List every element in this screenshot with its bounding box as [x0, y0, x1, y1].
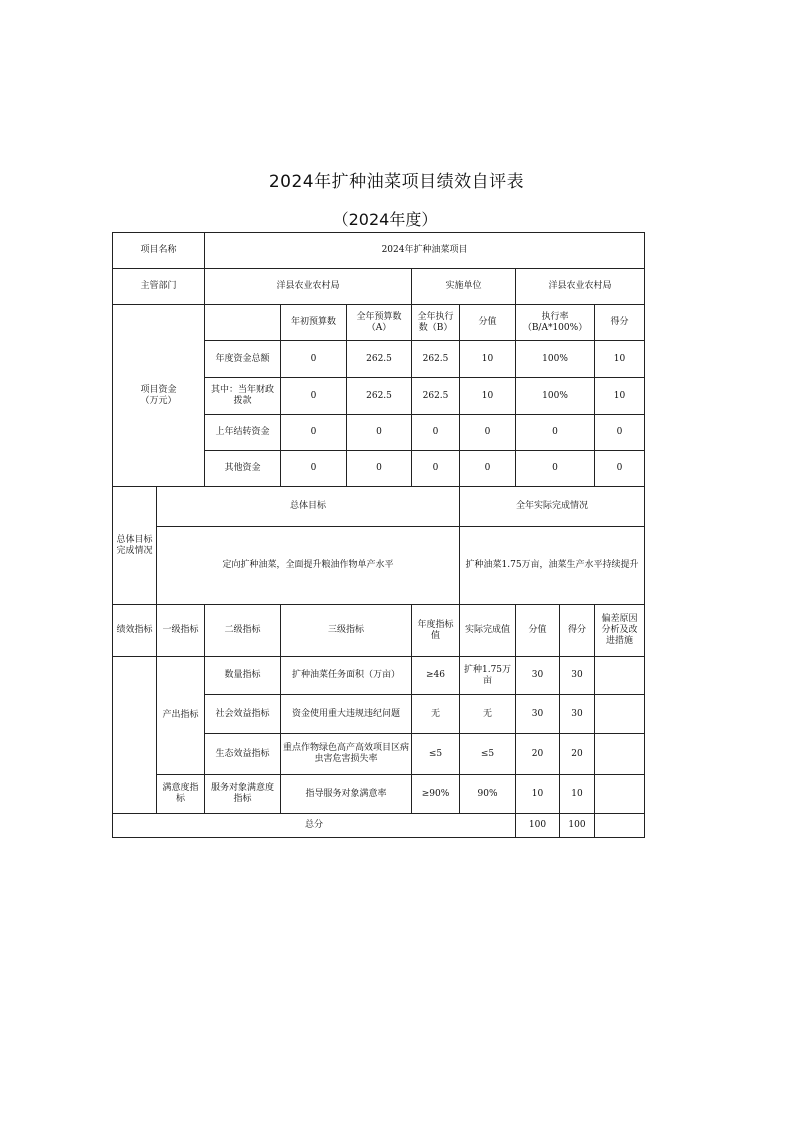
page-subtitle: （2024年度） [332, 210, 438, 229]
goals-target-header: 总体目标 [157, 487, 460, 527]
funds-cell: 0 [281, 451, 347, 487]
indicator-level2: 生态效益指标 [205, 734, 281, 775]
funds-header: 年初预算数 [281, 305, 347, 341]
funds-header: 分值 [460, 305, 516, 341]
funds-cell: 0 [460, 415, 516, 451]
satisfaction-indicator-label: 满意度指 标 [157, 775, 205, 814]
indicator-level2: 数量指标 [205, 657, 281, 695]
funds-cell: 0 [281, 415, 347, 451]
goals-content-row [113, 527, 645, 605]
indicator-actual: ≤5 [460, 734, 516, 775]
indicator-row [113, 657, 645, 695]
indicator-score: 20 [560, 734, 595, 775]
project-name-row [113, 233, 645, 269]
funds-cell: 262.5 [412, 378, 460, 415]
funds-row-label: 年度资金总额 [205, 341, 281, 378]
goals-target-text: 定向扩种油菜，全面提升粮油作物单产水平 [157, 527, 460, 605]
total-score: 100 [560, 814, 595, 838]
funds-cell: 262.5 [347, 378, 412, 415]
indicator-row [113, 775, 645, 814]
goals-header-row [113, 487, 645, 527]
output-indicator-label: 产出指标 [157, 657, 205, 775]
funds-header: 全年预算数 （A） [347, 305, 412, 341]
funds-cell: 0 [460, 451, 516, 487]
indicator-target: ≤5 [412, 734, 460, 775]
implementing-unit-label: 实施单位 [412, 269, 516, 305]
funds-label: 项目资金 （万元） [113, 305, 205, 487]
indicator-header: 得分 [560, 605, 595, 657]
indicator-actual: 扩种1.75万 亩 [460, 657, 516, 695]
indicator-note [595, 657, 645, 695]
funds-cell: 262.5 [412, 341, 460, 378]
indicator-level2: 社会效益指标 [205, 695, 281, 734]
indicator-score-value: 20 [516, 734, 560, 775]
indicator-header: 二级指标 [205, 605, 281, 657]
funds-header: 得分 [595, 305, 645, 341]
indicator-header: 年度指标 值 [412, 605, 460, 657]
indicator-actual: 90% [460, 775, 516, 814]
total-score-value: 100 [516, 814, 560, 838]
funds-cell: 0 [595, 451, 645, 487]
indicator-target: 无 [412, 695, 460, 734]
funds-cell: 0 [347, 415, 412, 451]
funds-cell: 0 [281, 378, 347, 415]
indicator-note [595, 734, 645, 775]
indicator-blank [113, 657, 157, 814]
indicator-header: 三级指标 [281, 605, 412, 657]
indicator-level3: 指导服务对象满意率 [281, 775, 412, 814]
funds-cell: 0 [595, 415, 645, 451]
funds-cell: 10 [460, 341, 516, 378]
total-blank [595, 814, 645, 838]
funds-cell: 100% [516, 378, 595, 415]
goals-actual-text: 扩种油菜1.75万亩，油菜生产水平持续提升 [460, 527, 645, 605]
project-name-label: 项目名称 [113, 233, 205, 269]
indicator-level2: 服务对象满意度 指标 [205, 775, 281, 814]
department-label: 主管部门 [113, 269, 205, 305]
indicator-target: ≥90% [412, 775, 460, 814]
indicators-header-row [113, 605, 645, 657]
indicator-level3: 重点作物绿色高产高效项目区病虫害危害损失率 [281, 734, 412, 775]
indicator-score-value: 30 [516, 695, 560, 734]
funds-cell: 0 [516, 451, 595, 487]
indicator-header: 一级指标 [157, 605, 205, 657]
indicator-header: 绩效指标 [113, 605, 157, 657]
funds-cell: 262.5 [347, 341, 412, 378]
indicator-target: ≥46 [412, 657, 460, 695]
indicator-score-value: 30 [516, 657, 560, 695]
funds-row-label: 其中：当年财政拨款 [205, 378, 281, 415]
goals-actual-header: 全年实际完成情况 [460, 487, 645, 527]
goals-label: 总体目标 完成情况 [113, 487, 157, 605]
department-row [113, 269, 645, 305]
indicator-score: 30 [560, 695, 595, 734]
funds-cell: 0 [347, 451, 412, 487]
indicator-note [595, 695, 645, 734]
funds-row-label: 上年结转资金 [205, 415, 281, 451]
indicator-score: 10 [560, 775, 595, 814]
department-value: 洋县农业农村局 [205, 269, 412, 305]
indicator-actual: 无 [460, 695, 516, 734]
evaluation-table [112, 232, 645, 838]
indicator-score-value: 10 [516, 775, 560, 814]
implementing-unit-value: 洋县农业农村局 [516, 269, 645, 305]
funds-header: 执行率 （B/A*100%） [516, 305, 595, 341]
funds-cell: 10 [595, 378, 645, 415]
funds-cell: 100% [516, 341, 595, 378]
funds-header: 全年执行 数（B） [412, 305, 460, 341]
total-row [113, 814, 645, 838]
indicator-header: 实际完成值 [460, 605, 516, 657]
funds-cell: 10 [460, 378, 516, 415]
funds-cell: 0 [281, 341, 347, 378]
indicator-header: 偏差原因 分析及改 进措施 [595, 605, 645, 657]
funds-cell: 0 [516, 415, 595, 451]
funds-cell: 0 [412, 415, 460, 451]
page-title: 2024年扩种油菜项目绩效自评表 [268, 172, 525, 192]
funds-cell: 10 [595, 341, 645, 378]
indicator-note [595, 775, 645, 814]
indicator-level3: 资金使用重大违规违纪问题 [281, 695, 412, 734]
project-name-value: 2024年扩种油菜项目 [205, 233, 645, 269]
funds-cell: 0 [412, 451, 460, 487]
funds-header-row [113, 305, 645, 341]
indicator-score: 30 [560, 657, 595, 695]
funds-row-label: 其他资金 [205, 451, 281, 487]
total-label: 总分 [113, 814, 516, 838]
funds-header-blank [205, 305, 281, 341]
indicator-level3: 扩种油菜任务面积（万亩） [281, 657, 412, 695]
indicator-header: 分值 [516, 605, 560, 657]
